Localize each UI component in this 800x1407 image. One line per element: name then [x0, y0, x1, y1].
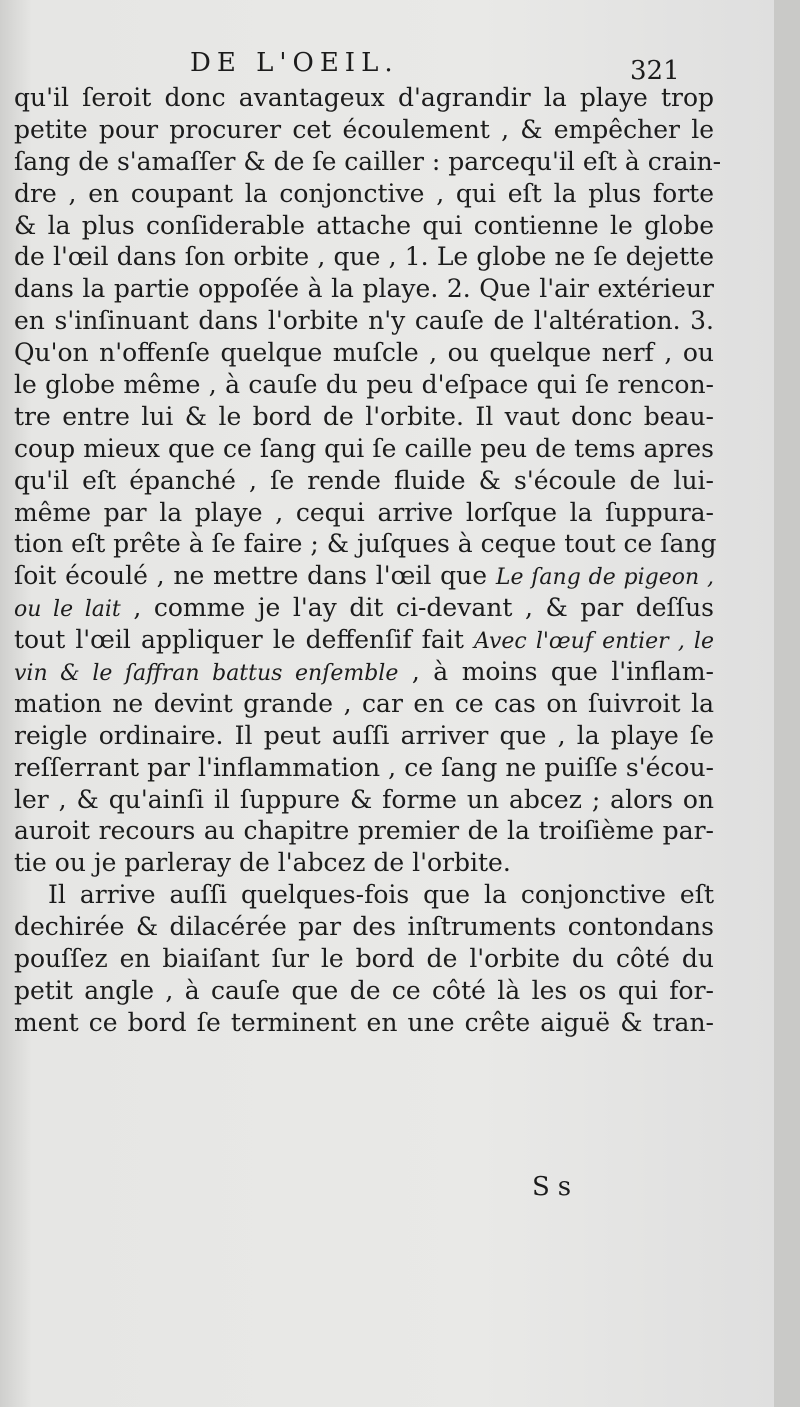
text-line — [14, 656, 714, 688]
text-segment: dechirée & dilacérée par des inſtruments contondans — [14, 912, 714, 942]
text-segment: qu'il eſt épanché , ſe rende fluide & s'écoule de lui- — [14, 465, 714, 495]
text-segment: coup mieux que ce ſang qui ſe caille peu de tems apres — [14, 433, 714, 463]
text-line — [14, 688, 714, 720]
text-segment: en s'inſinuant dans l'orbite n'y cauſe de l'altération. 3. — [14, 306, 714, 336]
text-line — [14, 178, 714, 210]
text-segment: ler , & qu'ainſi il ſuppure & forme un abcez ; alors on — [14, 784, 714, 814]
text-segment: , à moins que l'inflam- — [398, 657, 714, 687]
text-segment: petit angle , à cauſe que de ce côté là les os qui for- — [14, 975, 714, 1005]
text-body — [14, 82, 722, 1039]
text-segment: pouſſez en biaiſant ſur le bord de l'orbite du côté du — [14, 944, 714, 974]
text-line — [14, 784, 714, 816]
text-segment: tie ou je parleray de l'abcez de l'orbite. — [14, 848, 511, 878]
text-line — [14, 592, 714, 624]
text-segment: tion eſt prête à ſe faire ; & juſques à ceque tout ce ſang — [14, 529, 717, 559]
running-head: DE L'OEIL. — [190, 48, 399, 78]
text-segment: de l'œil dans ſon orbite , que , 1. Le globe ne ſe dejette — [14, 242, 714, 272]
text-line — [14, 433, 714, 465]
text-line — [14, 847, 714, 879]
text-line — [14, 146, 722, 178]
text-segment: même par la playe , cequi arrive lorſque la ſuppura- — [14, 497, 714, 527]
text-line — [14, 911, 714, 943]
signature-mark: Ss — [532, 1172, 580, 1202]
text-line — [14, 241, 714, 273]
text-segment: ſang de s'amaſſer & de ſe cailler : parcequ'il eſt à crain- — [14, 146, 722, 176]
text-line — [14, 114, 714, 146]
italic-segment: ou le lait — [14, 597, 121, 623]
italic-segment: Avec l'œuf entier , le — [473, 629, 714, 655]
text-line — [14, 273, 714, 305]
text-line — [14, 337, 714, 369]
text-segment: ment ce bord ſe terminent en une crête aiguë & tran- — [14, 1007, 714, 1037]
text-line — [14, 497, 714, 529]
text-line — [14, 752, 714, 784]
text-line — [14, 975, 714, 1007]
text-line — [14, 1007, 714, 1039]
text-line — [14, 465, 714, 497]
text-line — [14, 815, 714, 847]
text-line — [14, 210, 714, 242]
text-segment: Il arrive auſſi quelques-fois que la conjonctive eſt — [48, 880, 714, 910]
text-line — [14, 720, 714, 752]
text-line — [14, 369, 714, 401]
text-segment: tout l'œil appliquer le deffenſif fait — [14, 625, 474, 655]
text-line — [14, 560, 714, 592]
text-segment: Qu'on n'offenſe quelque muſcle , ou quelque nerf , ou — [14, 338, 714, 368]
text-line — [14, 305, 714, 337]
text-segment: dans la partie oppoſée à la playe. 2. Que l'air extérieur — [14, 274, 714, 304]
text-segment: reigle ordinaire. Il peut auſſi arriver que , la playe ſe — [14, 720, 714, 750]
text-segment: le globe même , à cauſe du peu d'eſpace qui ſe rencon- — [14, 370, 714, 400]
text-segment: & la plus conſiderable attache qui contienne le globe — [14, 210, 714, 240]
italic-segment: vin & le ſaffran battus enſemble — [14, 661, 399, 687]
text-segment: reſſerrant par l'inflammation , ce ſang ne puiſſe s'écou- — [14, 752, 714, 782]
text-segment: petite pour procurer cet écoulement , & empêcher le — [14, 114, 714, 144]
text-line — [14, 401, 714, 433]
text-segment: qu'il ſeroit donc avantageux d'agrandir la playe trop — [14, 83, 714, 112]
text-line — [14, 624, 714, 656]
text-segment: tre entre lui & le bord de l'orbite. Il vaut donc beau- — [14, 401, 714, 431]
text-segment: mation ne devint grande , car en ce cas on ſuivroit la — [14, 688, 714, 718]
text-segment: auroit recours au chapitre premier de la troiſième par- — [14, 816, 714, 846]
text-line — [14, 943, 714, 975]
page-number: 321 — [630, 56, 680, 86]
text-segment: dre , en coupant la conjonctive , qui eſt la plus forte — [14, 178, 714, 208]
text-line — [14, 879, 714, 911]
italic-segment: Le ſang de pigeon , — [495, 565, 714, 591]
text-segment: , comme je l'ay dit ci-devant , & par deſſus — [120, 593, 714, 623]
text-line — [14, 82, 714, 114]
text-line — [14, 528, 717, 560]
page-edge-shadow — [774, 0, 800, 1407]
text-segment: ſoit écoulé , ne mettre dans l'œil que — [14, 561, 496, 591]
